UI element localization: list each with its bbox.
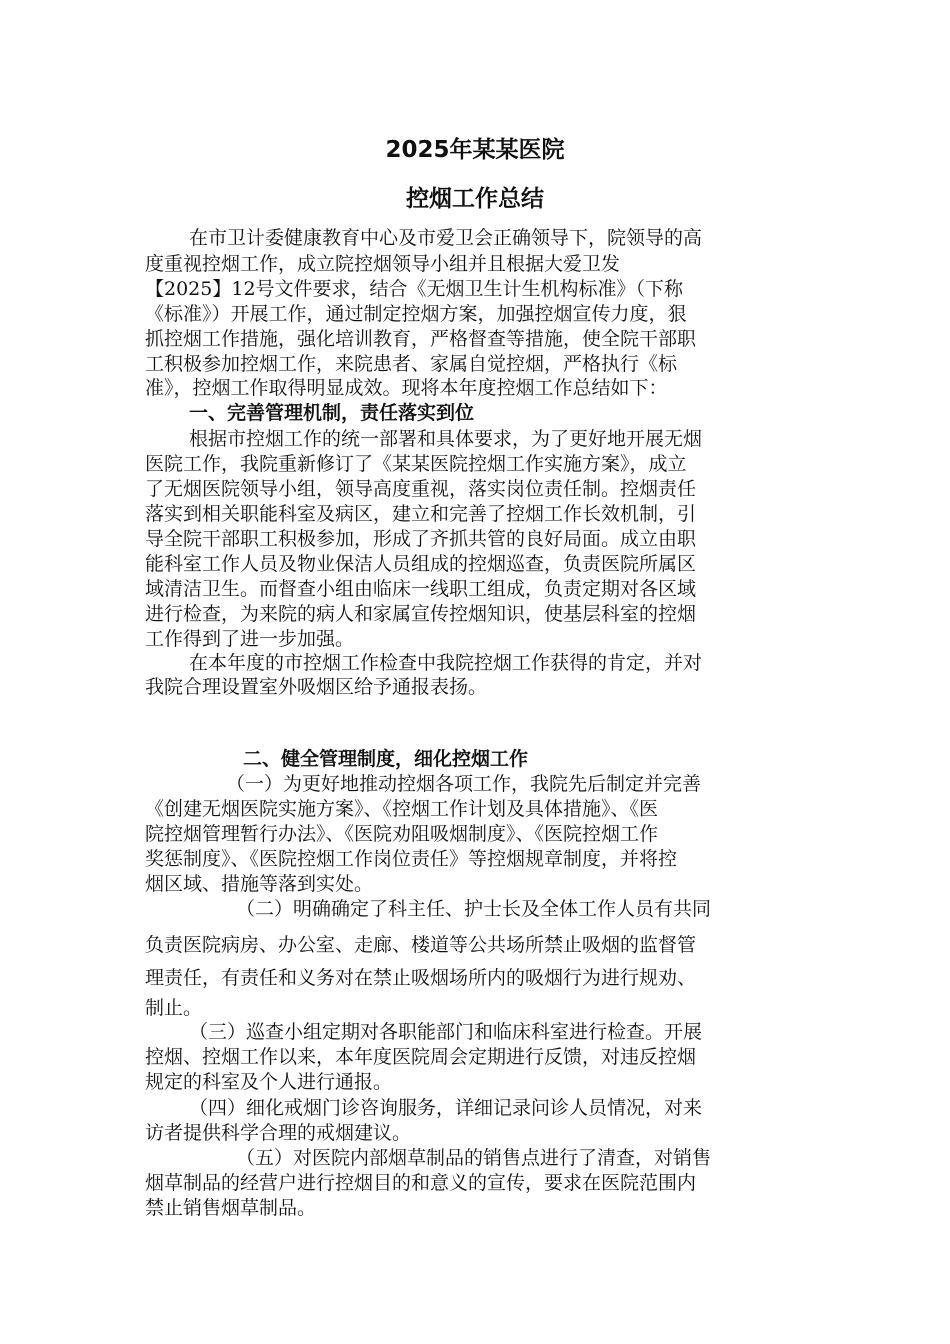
body-line: 根据市控烟工作的统一部署和具体要求，为了更好地开展无烟 (189, 428, 703, 450)
body-line: （五）对医院内部烟草制品的销售点进行了清查，对销售 (236, 1147, 712, 1169)
body-line: 域清洁卫生。而督查小组由临床一线职工组成，负责定期对各区域 (145, 578, 697, 600)
body-line: 工作得到了进一步加强。 (145, 628, 355, 650)
section-heading: 二、健全管理制度，细化控烟工作 (243, 748, 529, 770)
body-line: 理责任，有责任和义务对在禁止吸烟场所内的吸烟行为进行规劝、 (145, 967, 697, 989)
body-line: 规定的科室及个人进行通报。 (145, 1071, 393, 1093)
body-line: 《标准》）开展工作，通过制定控烟方案，加强控烟宣传力度，狠 (145, 303, 687, 325)
document-title: 2025年某某医院 (385, 137, 565, 163)
body-line: 准》，控烟工作取得明显成效。现将本年度控烟工作总结如下： (145, 377, 668, 399)
body-line: 【2025】12号文件要求，结合《无烟卫生计生机构标准》（下称 (145, 278, 684, 300)
body-line: 《创建无烟医院实施方案》、《控烟工作计划及具体措施》、《医 (145, 798, 659, 820)
body-line: 烟区域、措施等落到实处。 (145, 873, 374, 895)
body-line: （二）明确确定了科主任、护士长及全体工作人员有共同 (236, 898, 712, 920)
body-line: （三）巡查小组定期对各职能部门和临床科室进行检查。开展 (189, 1021, 703, 1043)
body-line: 度重视控烟工作，成立院控烟领导小组并且根据大爱卫发 (145, 253, 621, 275)
body-line: 医院工作，我院重新修订了《某某医院控烟工作实施方案》，成立 (145, 453, 687, 475)
body-line: 能科室工作人员及物业保洁人员组成的控烟巡查，负责医院所属区 (145, 553, 697, 575)
body-line: 工积极参加控烟工作，来院患者、家属自觉控烟，严格执行《标 (145, 353, 678, 375)
body-line: 奖惩制度》、《医院控烟工作岗位责任》等控烟规章制度，并将控 (145, 848, 678, 870)
body-line: （四）细化戒烟门诊咨询服务，详细记录问诊人员情况，对来 (189, 1097, 703, 1119)
body-line: 控烟、控烟工作以来，本年度医院周会定期进行反馈，对违反控烟 (145, 1046, 697, 1068)
body-line: 抓控烟工作措施，强化培训教育，严格督查等措施，使全院干部职 (145, 328, 697, 350)
body-line: 我院合理设置室外吸烟区给予通报表扬。 (145, 676, 488, 698)
section-heading: 一、完善管理机制，责任落实到位 (189, 402, 475, 424)
body-line: 烟草制品的经营户进行控烟目的和意义的宣传，要求在医院范围内 (145, 1172, 697, 1194)
body-line: 在市卫计委健康教育中心及市爱卫会正确领导下，院领导的高 (189, 227, 703, 249)
document-subtitle: 控烟工作总结 (406, 186, 544, 212)
body-line: 在本年度的市控烟工作检查中我院控烟工作获得的肯定，并对 (189, 652, 703, 674)
body-line: 进行检查，为来院的病人和家属宣传控烟知识，使基层科室的控烟 (145, 603, 697, 625)
body-line: 院控烟管理暂行办法》、《医院劝阻吸烟制度》、《医院控烟工作 (145, 823, 659, 845)
body-line: 了无烟医院领导小组，领导高度重视，落实岗位责任制。控烟责任 (145, 478, 697, 500)
body-line: （一）为更好地推动控烟各项工作，我院先后制定并完善 (226, 773, 702, 795)
body-line: 制止。 (145, 997, 203, 1019)
body-line: 禁止销售烟草制品。 (145, 1197, 317, 1219)
body-line: 负责医院病房、办公室、走廊、楼道等公共场所禁止吸烟的监督管 (145, 934, 697, 956)
body-line: 导全院干部职工积极参加，形成了齐抓共管的良好局面。成立由职 (145, 528, 697, 550)
body-line: 访者提供科学合理的戒烟建议。 (145, 1122, 412, 1144)
body-line: 落实到相关职能科室及病区，建立和完善了控烟工作长效机制，引 (145, 503, 697, 525)
